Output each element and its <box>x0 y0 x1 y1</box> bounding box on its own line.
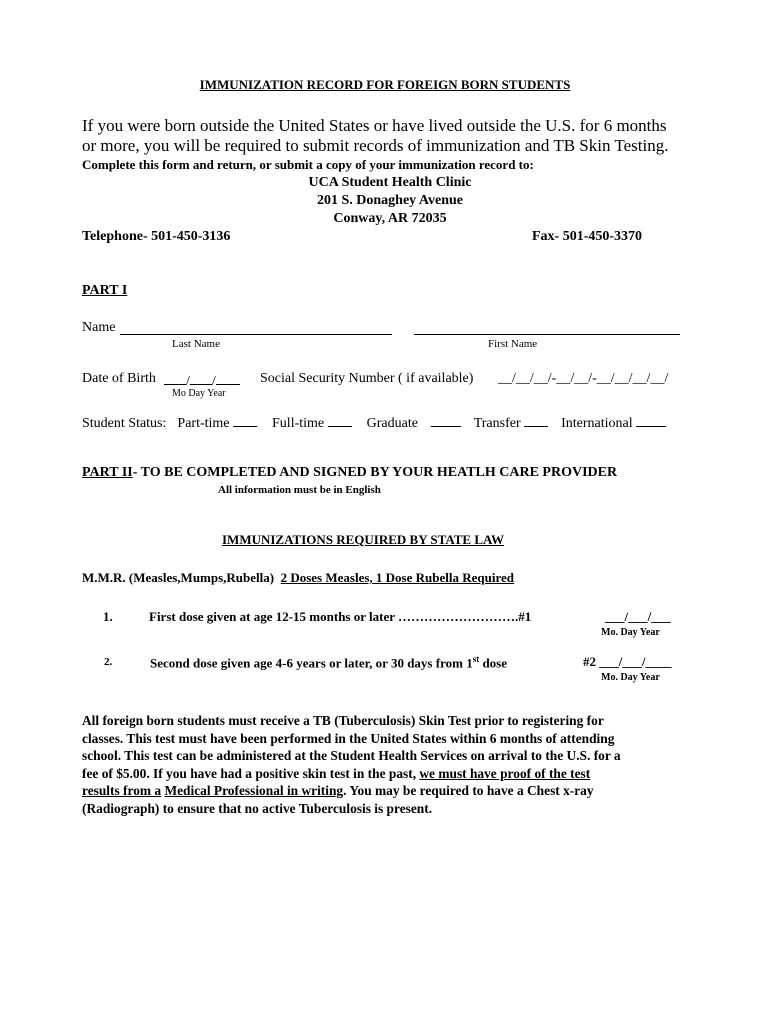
dose2-superscript: st <box>472 654 480 664</box>
tb-line-2: classes. This test must have been performed in the United States within 6 months of attending <box>82 730 615 746</box>
dose1-date-caption: Mo. Day Year <box>601 627 660 638</box>
dose2-date-caption: Mo. Day Year <box>601 672 660 683</box>
part2-heading-text: - TO BE COMPLETED AND SIGNED BY YOUR HEATLH CARE PROVIDER <box>132 465 618 480</box>
tb-proof-emphasis: we must have proof of the test <box>419 765 591 781</box>
status-international-blank[interactable] <box>636 413 666 427</box>
mmr-requirement: 2 Doses Measles, 1 Dose Rubella Required <box>280 570 514 585</box>
dose2-number: 2. <box>104 656 113 668</box>
tb-line-1: All foreign born students must receive a TB (Tuberculosis) Skin Test prior to registering for <box>82 713 604 728</box>
status-transfer-blank[interactable] <box>524 413 548 427</box>
clinic-street: 201 S. Donaghey Avenue <box>317 193 463 208</box>
status-international-label: International <box>561 416 633 431</box>
status-parttime-blank[interactable] <box>233 413 257 427</box>
dose2-label: #2 <box>583 654 596 669</box>
ssn-label: Social Security Number ( if available) <box>260 371 474 386</box>
dose1-text: First dose given at age 12-15 months or later ……………………….#1 <box>149 609 532 624</box>
form-title: IMMUNIZATION RECORD FOR FOREIGN BORN STUDENTS <box>199 77 571 92</box>
intro-line-2: or more, you will be required to submit records of immunization and TB Skin Testing. <box>82 136 669 155</box>
tb-paragraph <box>82 712 621 818</box>
dose2-date-field[interactable]: ___/___/____ <box>599 654 672 669</box>
immunizations-heading: IMMUNIZATIONS REQUIRED BY STATE LAW <box>222 532 504 547</box>
part2-subheading: All information must be in English <box>218 484 381 496</box>
first-name-field[interactable] <box>414 320 680 335</box>
last-name-field[interactable] <box>120 320 392 335</box>
student-status-row <box>82 413 666 432</box>
tb-line-6: (Radiograph) to ensure that no active Tuberculosis is present. <box>82 800 433 816</box>
tb-results-emphasis: results from a <box>82 783 162 799</box>
clinic-city: Conway, AR 72035 <box>333 211 447 226</box>
dob-caption: Mo Day Year <box>172 388 226 399</box>
first-name-caption: First Name <box>488 338 538 350</box>
ssn-field[interactable]: __/__/__/-__/__/-__/__/__/__/ <box>498 371 669 386</box>
dose2-text <box>150 654 507 671</box>
part2-heading-label: PART II <box>82 465 133 480</box>
dose1-date-field[interactable]: ___/___/___ <box>605 609 671 624</box>
status-fulltime-label: Full-time <box>272 416 325 431</box>
name-label: Name <box>82 320 116 335</box>
mmr-label: M.M.R. (Measles,Mumps,Rubella) <box>82 570 275 585</box>
clinic-name: UCA Student Health Clinic <box>308 175 472 190</box>
tb-line-4-text: fee of $5.00. If you have had a positive skin test in the past, <box>82 765 420 781</box>
mmr-row <box>82 570 514 586</box>
intro-line-1: If you were born outside the United States or have lived outside the U.S. for 6 months <box>82 116 667 135</box>
tb-line-3: school. This test can be administered at the Student Health Services on arrival to the U.S. for a <box>82 748 621 764</box>
dose2-text-end: dose <box>479 655 508 671</box>
dose2-text-main: Second dose given age 4-6 years or later, or 30 days from 1 <box>150 655 473 671</box>
status-graduate-blank[interactable] <box>431 413 461 427</box>
dob-field[interactable]: / / <box>164 371 240 390</box>
dob-label: Date of Birth <box>82 371 156 386</box>
tb-line-5-text: . You may be required to have a Chest x-ray <box>343 783 594 799</box>
tb-line-5 <box>82 782 621 800</box>
part2-heading <box>82 465 617 481</box>
status-fulltime-blank[interactable] <box>328 413 352 427</box>
status-graduate-label: Graduate <box>366 416 418 431</box>
tb-medical-professional-emphasis: Medical Professional in writing <box>164 783 344 799</box>
telephone: Telephone- 501-450-3136 <box>82 229 231 244</box>
status-label: Student Status: <box>82 416 167 431</box>
dose1-number: 1. <box>103 609 113 624</box>
instructions: Complete this form and return, or submit a copy of your immunization record to: <box>82 157 534 172</box>
part1-heading: PART I <box>82 283 128 298</box>
tb-line-4 <box>82 765 621 783</box>
status-parttime-label: Part-time <box>177 416 230 431</box>
last-name-caption: Last Name <box>172 338 220 350</box>
status-transfer-label: Transfer <box>473 416 521 431</box>
fax: Fax- 501-450-3370 <box>532 229 643 244</box>
dose2-date-row <box>583 654 671 670</box>
